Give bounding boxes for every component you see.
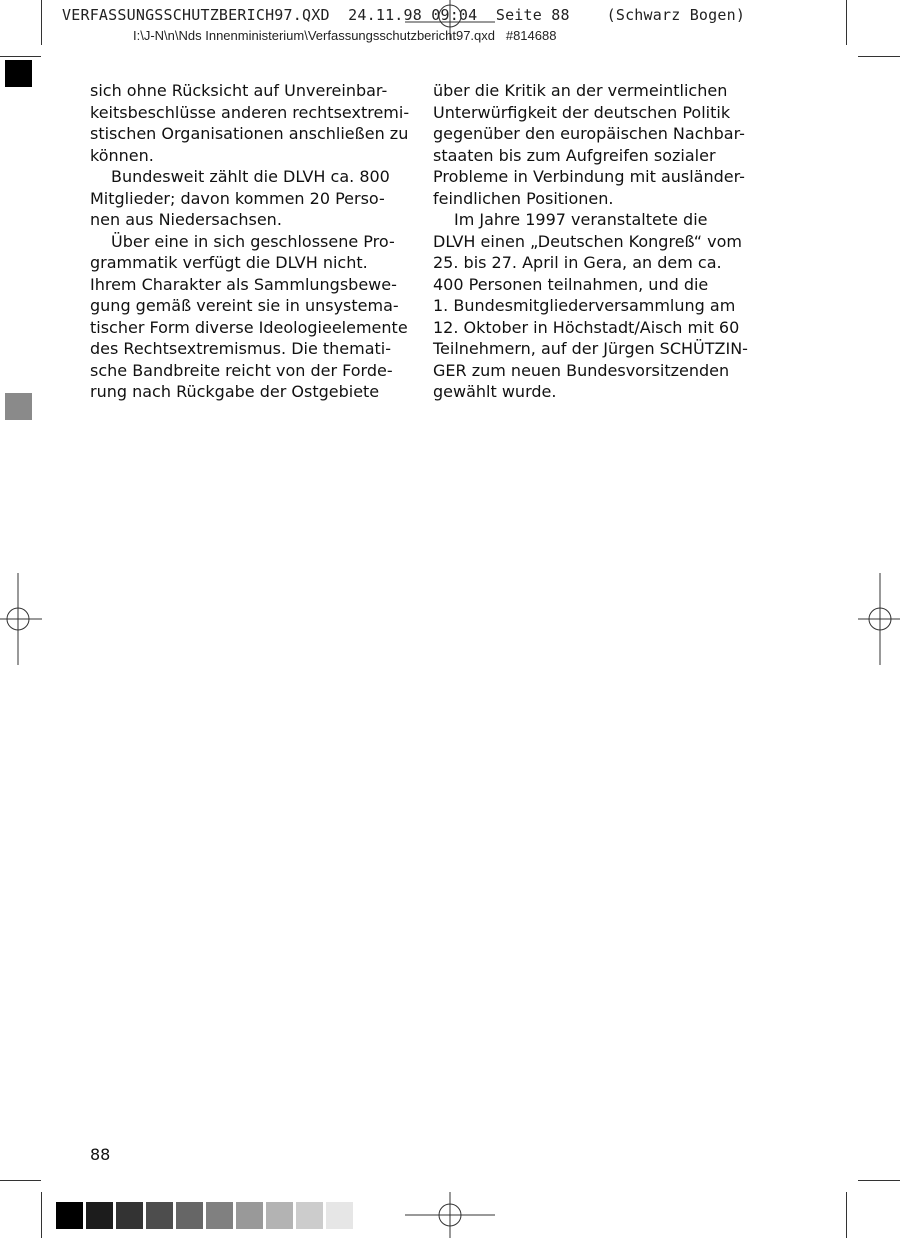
gray-swatch (206, 1202, 233, 1229)
registration-target-right-icon (858, 573, 900, 665)
text-line: gewählt wurde. (433, 382, 557, 401)
gray-swatch (266, 1202, 293, 1229)
text-line: Über eine in sich geschlossene Pro- (111, 231, 395, 251)
crop-mark (41, 1192, 42, 1238)
text-line: 1. Bundesmitgliederversammlung am (433, 296, 736, 315)
gray-swatch (116, 1202, 143, 1229)
text-line: des Rechtsextremismus. Die themati- (90, 339, 392, 358)
text-line: 400 Personen teilnahmen, und die (433, 274, 709, 294)
text-column-right (433, 80, 748, 403)
text-line: nen aus Niedersachsen. (90, 210, 282, 229)
text-line: sich ohne Rücksicht auf Unvereinbar- (90, 81, 388, 100)
gray-swatch (326, 1202, 353, 1229)
text-line: 25. bis 27. April in Gera, an dem ca. (433, 253, 722, 272)
gray-swatch (296, 1202, 323, 1229)
text-line: stischen Organisationen anschließen zu (90, 124, 409, 143)
text-line: DLVH einen „Deutschen Kongreß“ vom (433, 231, 742, 251)
registration-square-black (5, 60, 32, 87)
text-line: GER zum neuen Bundesvorsitzenden (433, 360, 730, 380)
text-line: können. (90, 145, 154, 165)
gray-swatch (146, 1202, 173, 1229)
grayscale-control-strip (56, 1202, 353, 1229)
page-number: 88 (90, 1145, 111, 1164)
registration-target-bottom-icon (405, 1192, 495, 1238)
registration-target-top-icon (405, 0, 495, 40)
registration-target-left-icon (0, 573, 42, 665)
text-line: Mitglieder; davon kommen 20 Perso- (90, 188, 385, 208)
text-line: Ihrem Charakter als Sammlungsbewe- (90, 274, 397, 294)
text-line: Unterwürfigkeit der deutschen Politik (433, 102, 731, 122)
crop-mark (0, 56, 41, 57)
text-line: grammatik verfügt die DLVH nicht. (90, 253, 368, 272)
print-slug: VERFASSUNGSSCHUTZBERICH97.QXD 24.11.98 09:04 Seite 88 (Schwarz Bogen) (62, 6, 746, 24)
gray-swatch (86, 1202, 113, 1229)
gray-swatch (236, 1202, 263, 1229)
crop-mark (858, 56, 900, 57)
gray-swatch (176, 1202, 203, 1229)
text-line: Probleme in Verbindung mit ausländer- (433, 167, 745, 186)
text-line: 12. Oktober in Höchstadt/Aisch mit 60 (433, 317, 740, 337)
gray-swatch (56, 1202, 83, 1229)
text-line: Bundesweit zählt die DLVH ca. 800 (111, 167, 390, 186)
file-path: I:\J-N\n\Nds Innenministerium\Verfassungsschutzbericht97.qxd #814688 (133, 28, 557, 43)
text-line: über die Kritik an der vermeintlichen (433, 81, 728, 100)
text-line: staaten bis zum Aufgreifen sozialer (433, 145, 716, 165)
text-line: feindlichen Positionen. (433, 188, 614, 208)
text-line: Im Jahre 1997 veranstaltete die (454, 210, 708, 229)
text-column-left (90, 80, 410, 403)
crop-mark (846, 1192, 847, 1238)
crop-mark (41, 0, 42, 45)
text-line: tischer Form diverse Ideologieelemente (90, 317, 408, 337)
text-line: Teilnehmern, auf der Jürgen SCHÜTZIN- (433, 339, 748, 358)
crop-mark (846, 0, 847, 45)
text-line: gung gemäß vereint sie in unsystema- (90, 296, 399, 315)
text-line: gegenüber den europäischen Nachbar- (433, 124, 745, 143)
crop-mark (858, 1180, 900, 1181)
registration-square-gray (5, 393, 32, 420)
crop-mark (0, 1180, 41, 1181)
text-line: sche Bandbreite reicht von der Forde- (90, 360, 393, 380)
text-line: rung nach Rückgabe der Ostgebiete (90, 382, 380, 401)
text-line: keitsbeschlüsse anderen rechtsextremi- (90, 102, 410, 122)
